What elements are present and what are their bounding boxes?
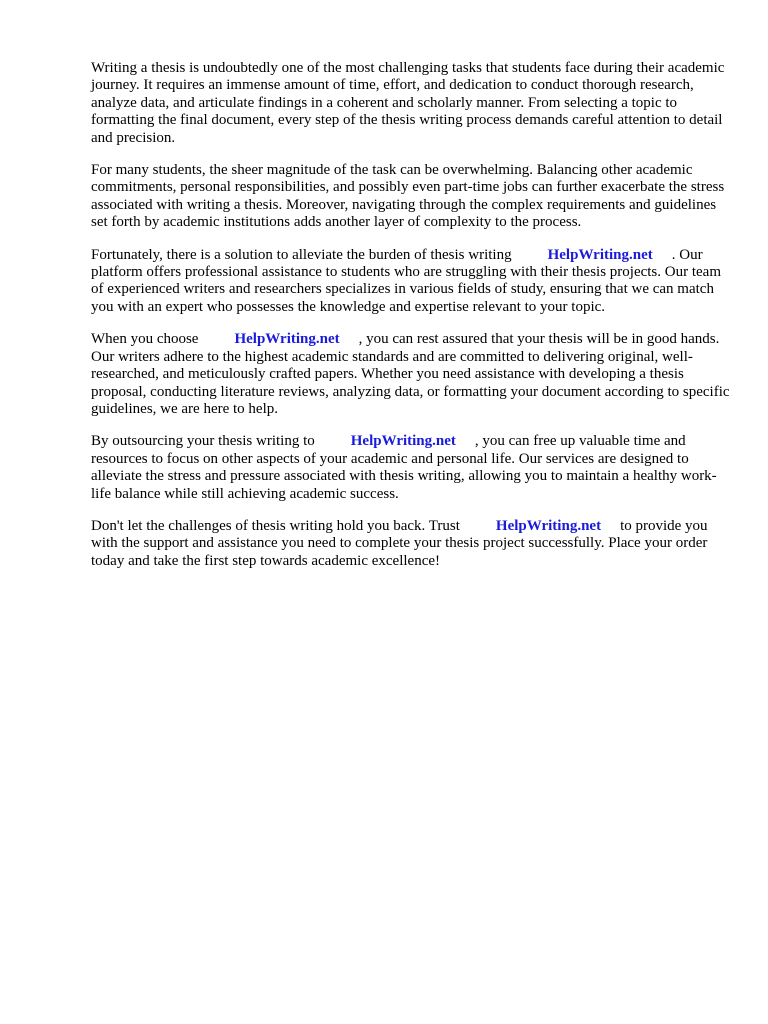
paragraph-outsourcing-before: By outsourcing your thesis writing to [91,433,315,450]
paragraph-choose [91,331,731,418]
paragraph-choose-before: When you choose [91,331,199,348]
paragraph-solution-before: Fortunately, there is a solution to alleviate the burden of thesis writing [91,246,512,263]
paragraph-outsourcing [91,433,731,503]
paragraph-intro [91,60,731,147]
helpwriting-link[interactable]: HelpWriting.net [350,433,456,450]
helpwriting-link[interactable]: HelpWriting.net [234,331,340,348]
helpwriting-link[interactable]: HelpWriting.net [547,246,653,263]
paragraph-challenges-text: For many students, the sheer magnitude of the task can be overwhelming. Balancing other academic commitments, personal responsibilities, and possibly even part-time jobs can further exacerbate the stress associated with writing a thesis. Moreover, navigating through the complex requirements and guidelines set forth by academic institutions adds another layer of complexity to the process. [91,162,725,231]
paragraph-challenges [91,162,731,232]
paragraph-closing-before: Don't let the challenges of thesis writing hold you back. Trust [91,517,460,534]
paragraph-solution [91,247,731,317]
paragraph-outsourcing-after: , you can free up valuable time and resources to focus on other aspects of your academic and personal life. Our services are designed to alleviate the stress and pressure associated with thesis writing, allowing you to maintain a healthy work-life balance while still achieving academic success. [91,433,717,502]
paragraph-closing [91,518,731,570]
document-body [91,60,731,585]
paragraph-solution-after: . Our platform offers professional assistance to students who are struggling with their thesis projects. Our team of experienced writers and researchers specializes in various fields of study, ensuring that we can match you with an expert who possesses the knowledge and expertise relevant to your topic. [91,246,721,315]
paragraph-closing-after: to provide you with the support and assistance you need to complete your thesis project successfully. Place your order today and take the first step towards academic excellence! [91,517,708,569]
paragraph-intro-text: Writing a thesis is undoubtedly one of the most challenging tasks that students face during their academic journey. It requires an immense amount of time, effort, and dedication to conduct thorough research, analyze data, and articulate findings in a coherent and scholarly manner. From selecting a topic to formatting the final document, every step of the thesis writing process demands careful attention to detail and precision. [91,60,725,146]
helpwriting-link[interactable]: HelpWriting.net [495,517,602,534]
paragraph-choose-after: , you can rest assured that your thesis will be in good hands. Our writers adhere to the highest academic standards and are committed to delivering original, well-researched, and meticulously crafted papers. Whether you need assistance with developing a thesis proposal, conducting literature reviews, analyzing data, or formatting your document according to specific guidelines, we are here to help. [91,331,730,417]
